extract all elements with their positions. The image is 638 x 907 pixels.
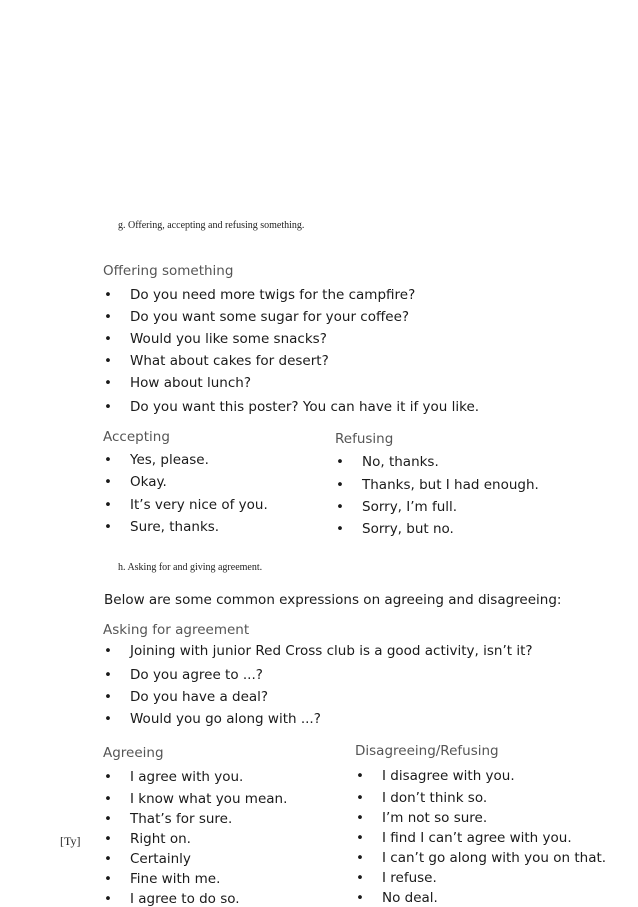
offering-item: • Do you need more twigs for the campfire? [104,287,416,303]
accepting-item: • Sure, thanks. [104,519,220,535]
refusing-item: • Thanks, but I had enough. [336,477,539,493]
refusing-heading: Refusing [335,431,394,447]
disagreeing-item: • I’m not so sure. [356,810,488,826]
agreeing-item: • Fine with me. [104,871,221,887]
asking-heading: Asking for agreement [103,622,250,638]
offering-item: • How about lunch? [104,375,251,391]
offering-item: • Do you want some sugar for your coffee? [104,309,410,325]
agreeing-item: • I agree to do so. [104,891,240,907]
agreeing-heading: Agreeing [103,745,164,761]
disagreeing-item: • I refuse. [356,870,437,886]
asking-item: • Do you agree to ...? [104,667,263,683]
asking-item: • Do you have a deal? [104,689,269,705]
disagreeing-item: • I find I can’t agree with you. [356,830,572,846]
asking-item: • Joining with junior Red Cross club is a good activity, isn’t it? [104,643,533,659]
refusing-item: • Sorry, I’m full. [336,499,458,515]
offering-item: • Would you like some snacks? [104,331,327,347]
asking-item: • Would you go along with ...? [104,711,321,727]
offering-item: • Do you want this poster? You can have it if you like. [104,399,480,415]
disagreeing-item: • I can’t go along with you on that. [356,850,607,866]
accepting-item: • Yes, please. [104,452,209,468]
accepting-item: • It’s very nice of you. [104,497,268,513]
agreeing-item: • Certainly [104,851,191,867]
disagreeing-item: • I disagree with you. [356,768,515,784]
agreeing-item: • Right on. [104,831,191,847]
offering-item: • What about cakes for desert? [104,353,329,369]
accepting-heading: Accepting [103,429,170,445]
disagreeing-heading: Disagreeing/Refusing [355,743,499,759]
agreeing-item: • That’s for sure. [104,811,233,827]
accepting-item: • Okay. [104,474,167,490]
disagreeing-item: • No deal. [356,890,438,906]
caption-g: g. Offering, accepting and refusing something. [118,220,305,231]
side-fragment: [Ty] [60,834,81,848]
agreeing-item: • I agree with you. [104,769,244,785]
agreeing-item: • I know what you mean. [104,791,288,807]
refusing-item: • Sorry, but no. [336,521,454,537]
caption-h: h. Asking for and giving agreement. [118,562,263,573]
intro-text: Below are some common expressions on agreeing and disagreeing: [104,592,562,608]
refusing-item: • No, thanks. [336,454,439,470]
disagreeing-item: • I don’t think so. [356,790,488,806]
offering-heading: Offering something [103,263,234,279]
